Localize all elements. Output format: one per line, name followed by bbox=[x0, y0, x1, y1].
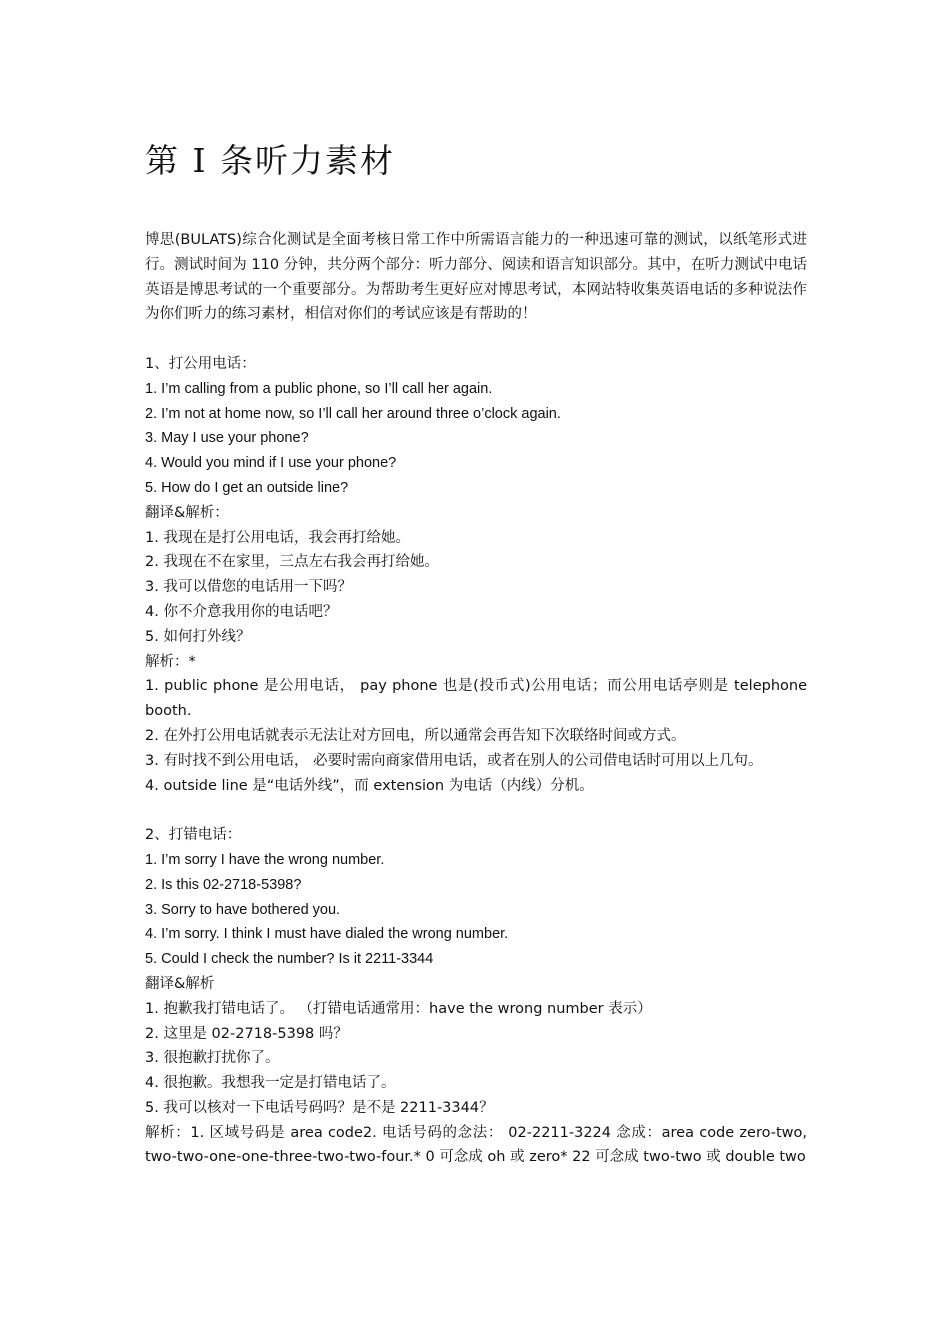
section1-sentence-3: 3. May I use your phone? bbox=[145, 430, 309, 447]
section1-translation-4: 4. 你不介意我用你的电话吧？ bbox=[145, 603, 338, 620]
section1-sentence-1: 1. I’m calling from a public phone, so I’ll call her again. bbox=[145, 380, 493, 397]
section1-analysis-4: 4. outside line 是“电话外线”，而 extension 为电话（内线）分机。 bbox=[145, 777, 594, 794]
section2-translation-4: 4. 很抱歉。我想我一定是打错电话了。 bbox=[145, 1075, 396, 1092]
section2-translation-5: 5. 我可以核对一下电话号码吗？是不是 2211-3344？ bbox=[145, 1099, 494, 1116]
section1-analysis-2: 2. 在外打公用电话就表示无法让对方回电，所以通常会再告知下次联络时间或方式。 bbox=[145, 727, 686, 744]
section1-heading: 1、打公用电话： bbox=[145, 355, 256, 372]
intro-paragraph: 博思(BULATS)综合化测试是全面考核日常工作中所需语言能力的一种迅速可靠的测试，以纸笔形式进行。测试时间为 110 分钟，共分两个部分：听力部分、阅读和语言知识部分。其中，在听力测试中电话英语是博思考试的一个重要部分。为帮助考生更好应对博思考试，本网站特收集英语电话的多种说法作为你们听力的练习素材，相信对你们的考试应该是有帮助的！ bbox=[145, 232, 807, 323]
section2-translation-2: 2. 这里是 02-2718-5398 吗？ bbox=[145, 1025, 348, 1042]
section2-sentence-4: 4. I’m sorry. I think I must have dialed the wrong number. bbox=[145, 926, 509, 943]
section1-analysis-1: 1. public phone 是公用电话， pay phone 也是(投币式)公用电话；而公用电话亭则是 telephone booth. bbox=[145, 678, 807, 720]
section1-analysis-3: 3. 有时找不到公用电话， 必要时需向商家借用电话，或者在别人的公司借电话时可用以上几句。 bbox=[145, 752, 763, 769]
section1-translation-1: 1. 我现在是打公用电话，我会再打给她。 bbox=[145, 529, 410, 546]
section2-sentence-3: 3. Sorry to have bothered you. bbox=[145, 901, 341, 918]
section2-translation-1: 1. 抱歉我打错电话了。 （打错电话通常用：have the wrong number 表示） bbox=[145, 1000, 652, 1017]
section1-sentence-2: 2. I’m not at home now, so I’ll call her around three o’clock again. bbox=[145, 405, 561, 422]
section2-heading: 2、打错电话： bbox=[145, 827, 242, 844]
section2-sentence-5: 5. Could I check the number? Is it 2211-3344 bbox=[145, 951, 434, 968]
section1-translation-heading: 翻译&解析： bbox=[145, 504, 229, 521]
document-body bbox=[145, 228, 807, 1170]
spacer bbox=[145, 798, 807, 823]
spacer bbox=[145, 327, 807, 352]
section2-analysis: 解析：1. 区域号码是 area code2. 电话号码的念法： 02-2211-3224 念成：area code zero-two, two-two-one-one-three-two-two-four.* 0 可念成 oh 或 zero* 22 可念成 two-two 或 double two bbox=[145, 1124, 807, 1166]
section2-sentence-2: 2. Is this 02-2718-5398? bbox=[145, 876, 302, 893]
section2-translation-heading: 翻译&解析 bbox=[145, 975, 215, 992]
section2-translation-3: 3. 很抱歉打扰你了。 bbox=[145, 1050, 280, 1067]
section1-analysis-heading: 解析：* bbox=[145, 653, 196, 670]
section1-sentence-5: 5. How do I get an outside line? bbox=[145, 479, 349, 496]
section1-translation-3: 3. 我可以借您的电话用一下吗？ bbox=[145, 579, 352, 596]
section2-sentence-1: 1. I’m sorry I have the wrong number. bbox=[145, 851, 385, 868]
section1-sentence-4: 4. Would you mind if I use your phone? bbox=[145, 455, 397, 472]
section1-translation-5: 5. 如何打外线？ bbox=[145, 628, 251, 645]
page-title: 第 I 条听力素材 bbox=[145, 141, 396, 180]
section1-translation-2: 2. 我现在不在家里，三点左右我会再打给她。 bbox=[145, 554, 439, 571]
